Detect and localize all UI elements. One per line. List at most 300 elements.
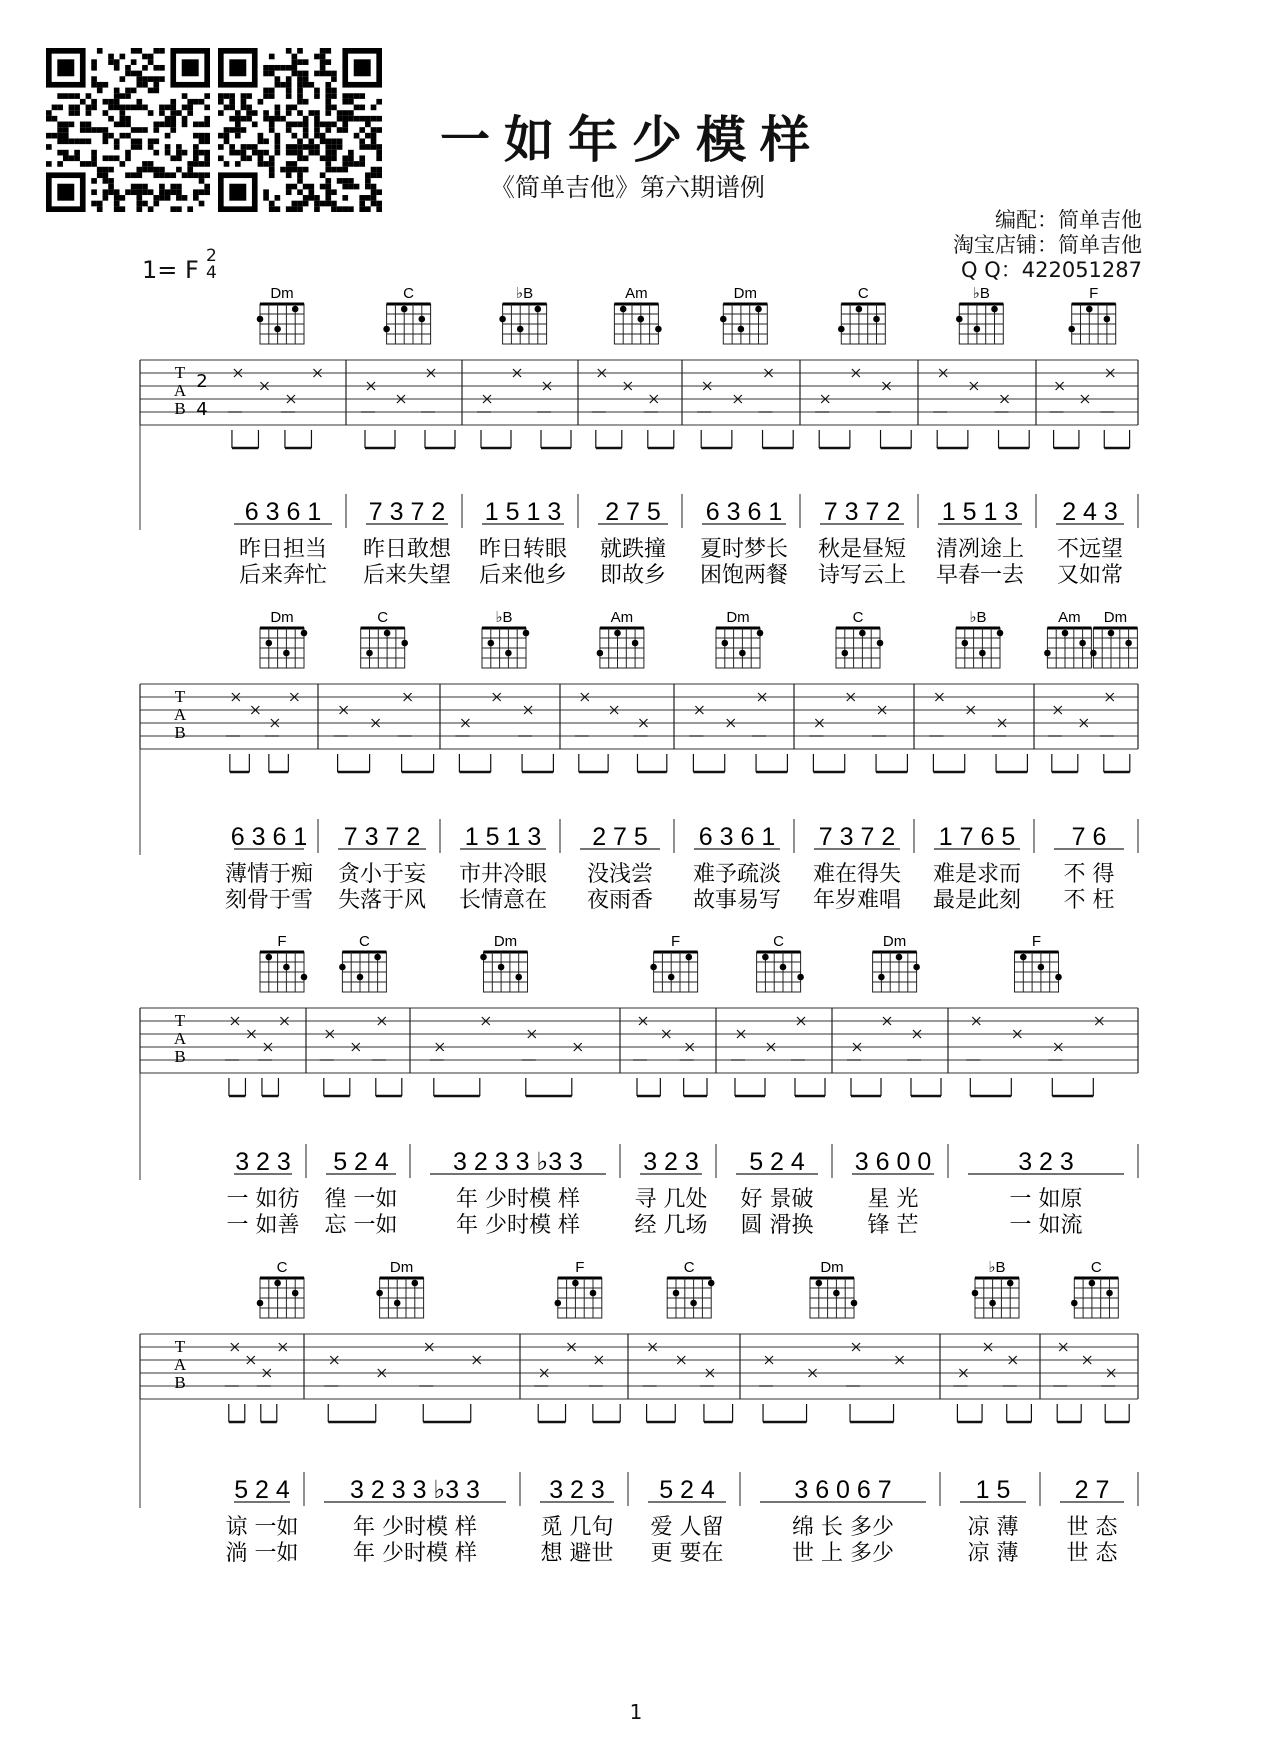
lyric-line-2: 一 如流 xyxy=(1009,1213,1083,1238)
lyric-line-1: 不远望 xyxy=(1056,537,1124,562)
chord-dot xyxy=(997,630,1004,637)
lyric-line-1: 觅 几句 xyxy=(540,1515,614,1540)
chord-name: ♭B xyxy=(969,609,987,626)
chord-name: Dm xyxy=(389,1259,414,1276)
jianpu-notes: 7 6 xyxy=(1071,823,1107,851)
lyric-line-1: 不 得 xyxy=(1063,862,1115,887)
chord-name: F xyxy=(277,933,287,950)
lyric-line-1: 就跌撞 xyxy=(599,537,667,562)
chord-dot xyxy=(989,1300,996,1307)
tab-note-mark xyxy=(966,1017,980,1060)
chord-diagram xyxy=(597,609,644,668)
chord-diagram xyxy=(956,609,1003,668)
chord-dot xyxy=(797,974,804,981)
tab-note-mark xyxy=(534,1369,548,1386)
chord-dot xyxy=(614,630,621,637)
chord-name: C xyxy=(683,1259,695,1276)
chord-dot xyxy=(1038,964,1045,971)
chord-dot xyxy=(419,316,426,323)
chord-dot xyxy=(877,640,884,647)
tab-system xyxy=(140,933,1138,1238)
lyric-line-2: 即故乡 xyxy=(599,563,667,588)
lyric-line-1: 秋是昼短 xyxy=(817,537,907,562)
chord-name: C xyxy=(857,285,869,302)
chord-name: Dm xyxy=(820,1259,844,1276)
chord-diagram xyxy=(810,1259,857,1318)
chord-diagram xyxy=(720,285,767,344)
tab-note-mark xyxy=(455,719,469,736)
chord-dot xyxy=(555,1300,562,1307)
jianpu-notes: 2 4 3 xyxy=(1062,498,1118,526)
tab-note-mark xyxy=(1100,369,1114,412)
tab-note-mark xyxy=(633,719,647,736)
lyric-line-2: 后来失望 xyxy=(362,563,452,588)
tab-note-mark xyxy=(372,1017,386,1060)
lyric-line-2: 经 几场 xyxy=(634,1213,708,1238)
chord-dot xyxy=(873,316,880,323)
jianpu-notes: 6 3 6 1 xyxy=(230,823,308,851)
tab-note-mark xyxy=(225,1343,239,1386)
chord-diagram xyxy=(555,1259,602,1318)
tab-clef-letter: B xyxy=(174,723,186,742)
chord-name: ♭B xyxy=(988,1259,1006,1276)
chord-dot xyxy=(738,326,745,333)
tab-note-mark xyxy=(929,693,943,736)
chord-diagram xyxy=(836,609,883,668)
jianpu-notes: 7 3 7 2 xyxy=(343,823,421,851)
lyric-line-2: 后来他乡 xyxy=(478,563,568,588)
chord-dot xyxy=(266,640,273,647)
chord-dot xyxy=(339,964,346,971)
chord-dot xyxy=(394,1300,401,1307)
tab-note-mark xyxy=(995,395,1009,412)
jianpu-notes: 1 5 1 3 xyxy=(941,498,1019,526)
chord-dot xyxy=(974,326,981,333)
lyric-line-2: 故事易写 xyxy=(692,888,782,913)
chord-name: F xyxy=(671,933,681,950)
lyric-line-2: 淌 一如 xyxy=(225,1541,299,1566)
chord-name: C xyxy=(773,933,785,950)
chord-dot xyxy=(401,640,408,647)
tab-time-signature: 4 xyxy=(196,399,208,420)
chord-dot xyxy=(1125,640,1132,647)
tab-note-mark xyxy=(992,719,1006,736)
chord-dot xyxy=(597,650,604,657)
lyric-line-1: 贪小于妄 xyxy=(337,862,427,887)
chord-dot xyxy=(292,306,299,313)
chord-diagram xyxy=(1044,609,1137,668)
jianpu-notes: 5 2 4 xyxy=(749,1148,805,1176)
chord-dot xyxy=(412,1280,419,1287)
lyric-line-1: 没浅尝 xyxy=(586,862,654,887)
chord-dot xyxy=(620,306,627,313)
chord-dot xyxy=(722,640,729,647)
jianpu-notes: 3 6 0 0 xyxy=(854,1148,932,1176)
chord-dot xyxy=(991,306,998,313)
chord-dot xyxy=(283,650,290,657)
chord-dot xyxy=(374,954,381,961)
lyric-line-2: 世 态 xyxy=(1066,1541,1118,1566)
chord-dot xyxy=(1108,630,1115,637)
chord-dot xyxy=(301,974,308,981)
lyric-line-2: 想 避世 xyxy=(540,1541,614,1566)
chord-diagram xyxy=(1015,933,1062,992)
jianpu-notes: 3 2 3 3 ♭3 3 xyxy=(350,1476,480,1504)
lyric-line-1: 难是求而 xyxy=(932,862,1022,887)
arranger-credit: 编配：简单吉他 xyxy=(995,208,1142,232)
chord-dot xyxy=(962,640,969,647)
tab-note-mark xyxy=(933,369,947,412)
tab-note-mark xyxy=(398,693,412,736)
chord-dot xyxy=(816,1280,823,1287)
tab-note-mark xyxy=(265,719,279,736)
chord-name: Dm xyxy=(270,285,294,302)
tab-clef-letter: T xyxy=(174,363,186,382)
chord-dot xyxy=(572,1280,579,1287)
jianpu-notes: 3 6 0 6 7 xyxy=(794,1476,892,1504)
chord-diagram xyxy=(757,933,804,992)
lyric-line-2: 又如常 xyxy=(1056,563,1124,588)
jianpu-notes: 1 5 1 3 xyxy=(464,823,542,851)
jianpu-notes: 3 2 3 xyxy=(643,1148,699,1176)
chord-diagram xyxy=(383,285,430,344)
page-number: 1 xyxy=(629,1700,643,1724)
chord-dot xyxy=(366,650,373,657)
chord-name: Dm xyxy=(270,609,294,626)
lyric-line-2: 早春一去 xyxy=(935,563,1025,588)
chord-dot xyxy=(638,316,645,323)
chord-diagram xyxy=(1071,1259,1118,1318)
chord-name: C xyxy=(358,933,370,950)
tab-note-mark xyxy=(809,719,823,736)
lyric-line-1: 爱 人留 xyxy=(650,1515,724,1540)
lyric-line-2: 更 要在 xyxy=(650,1541,724,1566)
tab-clef-letter: B xyxy=(174,399,186,418)
chord-diagram xyxy=(972,1259,1019,1318)
chord-dot xyxy=(690,1300,697,1307)
tab-clef-letter: A xyxy=(173,1029,187,1048)
tab-system xyxy=(140,1259,1138,1566)
tab-note-mark xyxy=(225,1017,239,1060)
jianpu-notes: 7 3 7 2 xyxy=(818,823,896,851)
chord-dot xyxy=(535,306,542,313)
chord-dot xyxy=(780,964,787,971)
chord-name: Dm xyxy=(733,285,757,302)
chord-name: C xyxy=(377,609,389,626)
lyric-line-1: 难在得失 xyxy=(812,862,902,887)
chord-dot xyxy=(590,1290,597,1297)
chord-dot xyxy=(517,326,524,333)
chord-dot xyxy=(1020,954,1027,961)
chord-dot xyxy=(655,326,662,333)
tab-note-mark xyxy=(644,395,658,412)
chord-dot xyxy=(851,1300,858,1307)
chord-name: F xyxy=(1089,285,1099,302)
chord-diagram xyxy=(482,609,529,668)
chord-diagram xyxy=(873,933,920,992)
tab-note-mark xyxy=(1101,1369,1115,1386)
lyric-line-2: 后来奔忙 xyxy=(238,563,328,588)
tab-clef-letter: T xyxy=(174,687,186,706)
lyric-line-2: 圆 滑换 xyxy=(740,1213,814,1238)
lyric-line-1: 薄情于痴 xyxy=(224,862,314,887)
chord-dot xyxy=(523,630,530,637)
jianpu-notes: 2 7 5 xyxy=(605,498,661,526)
tab-note-mark xyxy=(633,1017,647,1060)
tab-clef-letter: A xyxy=(173,1355,187,1374)
lyric-line-1: 好 景破 xyxy=(740,1187,814,1212)
chord-dot xyxy=(755,306,762,313)
tab-note-mark xyxy=(791,1017,805,1060)
lyric-line-2: 失落于风 xyxy=(337,888,427,913)
chord-dot xyxy=(708,1280,715,1287)
chord-dot xyxy=(1079,640,1086,647)
tab-note-mark xyxy=(257,1369,271,1386)
chord-dot xyxy=(357,974,364,981)
tab-note-mark xyxy=(846,1343,860,1386)
chord-dot xyxy=(505,650,512,657)
tab-clef-letter: T xyxy=(174,1337,186,1356)
chord-dot xyxy=(739,650,746,657)
chord-diagram xyxy=(260,933,307,992)
chord-dot xyxy=(266,954,273,961)
tab-note-mark xyxy=(592,369,606,412)
tab-clef-letter: A xyxy=(173,381,187,400)
chord-dot xyxy=(913,964,920,971)
chord-dot xyxy=(972,1290,979,1297)
chord-name: ♭B xyxy=(972,285,990,302)
chord-diagram xyxy=(361,609,408,668)
chord-name: C xyxy=(276,1259,288,1276)
chord-dot xyxy=(720,316,727,323)
lyric-line-1: 昨日转眼 xyxy=(478,537,568,562)
chord-diagram xyxy=(667,1259,714,1318)
chord-dot xyxy=(401,306,408,313)
chord-dot xyxy=(1089,1280,1096,1287)
time-signature-bottom: 4 xyxy=(206,263,217,283)
key-signature: 1= F xyxy=(142,256,199,284)
chord-dot xyxy=(488,640,495,647)
tab-system xyxy=(140,285,1138,588)
chord-dot xyxy=(979,650,986,657)
chord-diagram xyxy=(650,933,697,992)
chord-dot xyxy=(376,1290,383,1297)
chord-diagram xyxy=(376,1259,423,1318)
chord-dot xyxy=(856,306,863,313)
chord-name: C xyxy=(852,609,864,626)
chord-name: Dm xyxy=(882,933,907,950)
lyric-line-2: 年岁难唱 xyxy=(812,888,902,913)
chord-name: ♭B xyxy=(516,285,534,302)
lyric-line-2: 长情意在 xyxy=(458,888,548,913)
jianpu-notes: 3 2 3 3 ♭3 3 xyxy=(453,1148,583,1176)
lyric-line-2: 年 少时模 样 xyxy=(353,1541,477,1566)
tab-note-mark xyxy=(419,1343,433,1386)
lyric-line-1: 世 态 xyxy=(1066,1515,1118,1540)
jianpu-notes: 3 2 3 xyxy=(235,1148,291,1176)
chord-dot xyxy=(384,630,391,637)
lyric-line-1: 年 少时模 样 xyxy=(456,1187,580,1212)
lyric-line-2: 世 上 多少 xyxy=(792,1541,894,1566)
chord-dot xyxy=(283,964,290,971)
chord-dot xyxy=(686,954,693,961)
chord-diagram xyxy=(614,285,661,344)
chord-dot xyxy=(956,316,963,323)
chord-dot xyxy=(833,1290,840,1297)
chord-dot xyxy=(896,954,903,961)
chord-name: F xyxy=(575,1259,585,1276)
chord-diagram xyxy=(716,609,763,668)
tab-clef-letter: B xyxy=(174,1047,186,1066)
chord-dot xyxy=(257,316,264,323)
lyric-line-1: 清冽途上 xyxy=(935,537,1025,562)
lyric-line-1: 凉 薄 xyxy=(967,1515,1019,1540)
jianpu-notes: 7 3 7 2 xyxy=(823,498,901,526)
lyric-line-1: 昨日敢想 xyxy=(362,537,452,562)
chord-dot xyxy=(1068,326,1075,333)
tab-note-mark xyxy=(680,1043,694,1060)
chord-diagram xyxy=(480,933,527,992)
tab-clef-letter: A xyxy=(173,705,187,724)
tab-note-mark xyxy=(575,693,589,736)
tab-system xyxy=(140,609,1138,913)
tab-note-mark xyxy=(477,395,491,412)
lyric-line-1: 一 如原 xyxy=(1009,1187,1083,1212)
tab-time-signature: 2 xyxy=(196,371,208,392)
jianpu-notes: 5 2 4 xyxy=(234,1476,290,1504)
chord-dot xyxy=(762,954,769,961)
chord-dot xyxy=(878,974,885,981)
lyric-line-1: 年 少时模 样 xyxy=(353,1515,477,1540)
lyric-line-1: 寻 几处 xyxy=(634,1187,708,1212)
jianpu-notes: 7 3 7 2 xyxy=(368,498,446,526)
lyric-line-2: 夜雨香 xyxy=(586,888,654,913)
chord-name: Am xyxy=(610,609,634,626)
chord-dot xyxy=(1104,316,1111,323)
qq-credit: Q Q：422051287 xyxy=(961,258,1142,282)
tab-note-mark xyxy=(847,1043,861,1060)
chord-diagram xyxy=(257,1259,304,1318)
chord-dot xyxy=(292,1290,299,1297)
chord-dot xyxy=(757,630,764,637)
chord-dot xyxy=(257,1300,264,1307)
chord-dot xyxy=(498,964,505,971)
chord-diagram xyxy=(499,285,546,344)
lyric-line-2: 年 少时模 样 xyxy=(456,1213,580,1238)
tab-note-mark xyxy=(281,395,295,412)
lyric-line-1: 一 如彷 xyxy=(226,1187,300,1212)
tab-note-mark xyxy=(752,693,766,736)
chord-name: Dm xyxy=(1103,609,1128,626)
jianpu-notes: 1 7 6 5 xyxy=(938,823,1016,851)
tab-note-mark xyxy=(953,1369,967,1386)
chord-name: C xyxy=(403,285,415,302)
lyric-line-2: 困饱两餐 xyxy=(699,563,789,588)
jianpu-notes: 3 2 3 xyxy=(1018,1148,1074,1176)
song-subtitle: 《简单吉他》第六期谱例 xyxy=(490,173,766,202)
jianpu-notes: 6 3 6 1 xyxy=(705,498,783,526)
chord-dot xyxy=(650,964,657,971)
lyric-line-1: 徨 一如 xyxy=(324,1187,398,1212)
tab-note-mark xyxy=(700,1369,714,1386)
chord-dot xyxy=(1007,1280,1014,1287)
tab-note-mark xyxy=(1100,693,1114,736)
tab-note-mark xyxy=(421,369,435,412)
chord-diagram xyxy=(339,933,386,992)
tab-note-mark xyxy=(759,369,773,412)
jianpu-notes: 5 2 4 xyxy=(333,1148,389,1176)
tab-note-mark xyxy=(258,1043,272,1060)
lyric-line-2: 凉 薄 xyxy=(967,1541,1019,1566)
chord-dot xyxy=(842,650,849,657)
chord-dot xyxy=(668,974,675,981)
time-signature-top: 2 xyxy=(206,246,217,266)
tab-note-mark xyxy=(643,1343,657,1386)
lyric-line-2: 最是此刻 xyxy=(932,888,1022,913)
chord-dot xyxy=(383,326,390,333)
jianpu-notes: 3 2 3 xyxy=(549,1476,605,1504)
chord-name: C xyxy=(1090,1259,1102,1276)
chord-dot xyxy=(1044,650,1051,657)
tab-note-mark xyxy=(1053,1343,1067,1386)
chord-dot xyxy=(1071,1300,1078,1307)
chord-name: Am xyxy=(1058,609,1081,626)
chord-diagram xyxy=(260,609,307,668)
lyric-line-2: 刻骨于雪 xyxy=(224,888,314,913)
chord-dot xyxy=(1062,630,1069,637)
jianpu-notes: 6 3 6 1 xyxy=(244,498,322,526)
tab-note-mark xyxy=(228,369,242,412)
tab-clef-letter: B xyxy=(174,1373,186,1392)
lyric-line-1: 夏时梦长 xyxy=(699,537,789,562)
chord-dot xyxy=(673,1290,680,1297)
chord-dot xyxy=(1086,306,1093,313)
chord-diagram xyxy=(1068,285,1115,344)
tab-note-mark xyxy=(430,1043,444,1060)
tab-note-mark xyxy=(815,395,829,412)
lyric-line-2: 不 枉 xyxy=(1063,888,1115,913)
chord-dot xyxy=(499,316,506,323)
lyric-line-1: 昨日担当 xyxy=(238,537,328,562)
chord-dot xyxy=(859,630,866,637)
chord-name: ♭B xyxy=(495,609,513,626)
chord-diagram xyxy=(838,285,885,344)
chord-dot xyxy=(1055,974,1062,981)
chord-dot xyxy=(301,630,308,637)
tab-clef-letter: T xyxy=(174,1011,186,1030)
chord-dot xyxy=(274,326,281,333)
chord-dot xyxy=(838,326,845,333)
lyric-line-1: 绵 长 多少 xyxy=(792,1515,894,1540)
chord-diagram xyxy=(956,285,1003,344)
lyric-line-1: 星 光 xyxy=(867,1187,919,1212)
tab-note-mark xyxy=(1048,1043,1062,1060)
chord-dot xyxy=(515,974,522,981)
jianpu-notes: 6 3 6 1 xyxy=(698,823,776,851)
lyric-line-1: 市井冷眼 xyxy=(458,862,548,887)
song-title: 一如年少模样 xyxy=(440,110,824,169)
chord-name: Dm xyxy=(726,609,750,626)
tab-note-mark xyxy=(226,693,240,736)
jianpu-notes: 2 7 5 xyxy=(592,823,648,851)
jianpu-notes: 2 7 xyxy=(1074,1476,1110,1504)
jianpu-notes: 1 5 1 3 xyxy=(484,498,562,526)
jianpu-notes: 1 5 xyxy=(975,1476,1011,1504)
chord-dot xyxy=(480,954,487,961)
chord-dot xyxy=(1090,650,1097,657)
chord-dot xyxy=(632,640,639,647)
lyric-line-1: 难予疏淡 xyxy=(692,862,782,887)
